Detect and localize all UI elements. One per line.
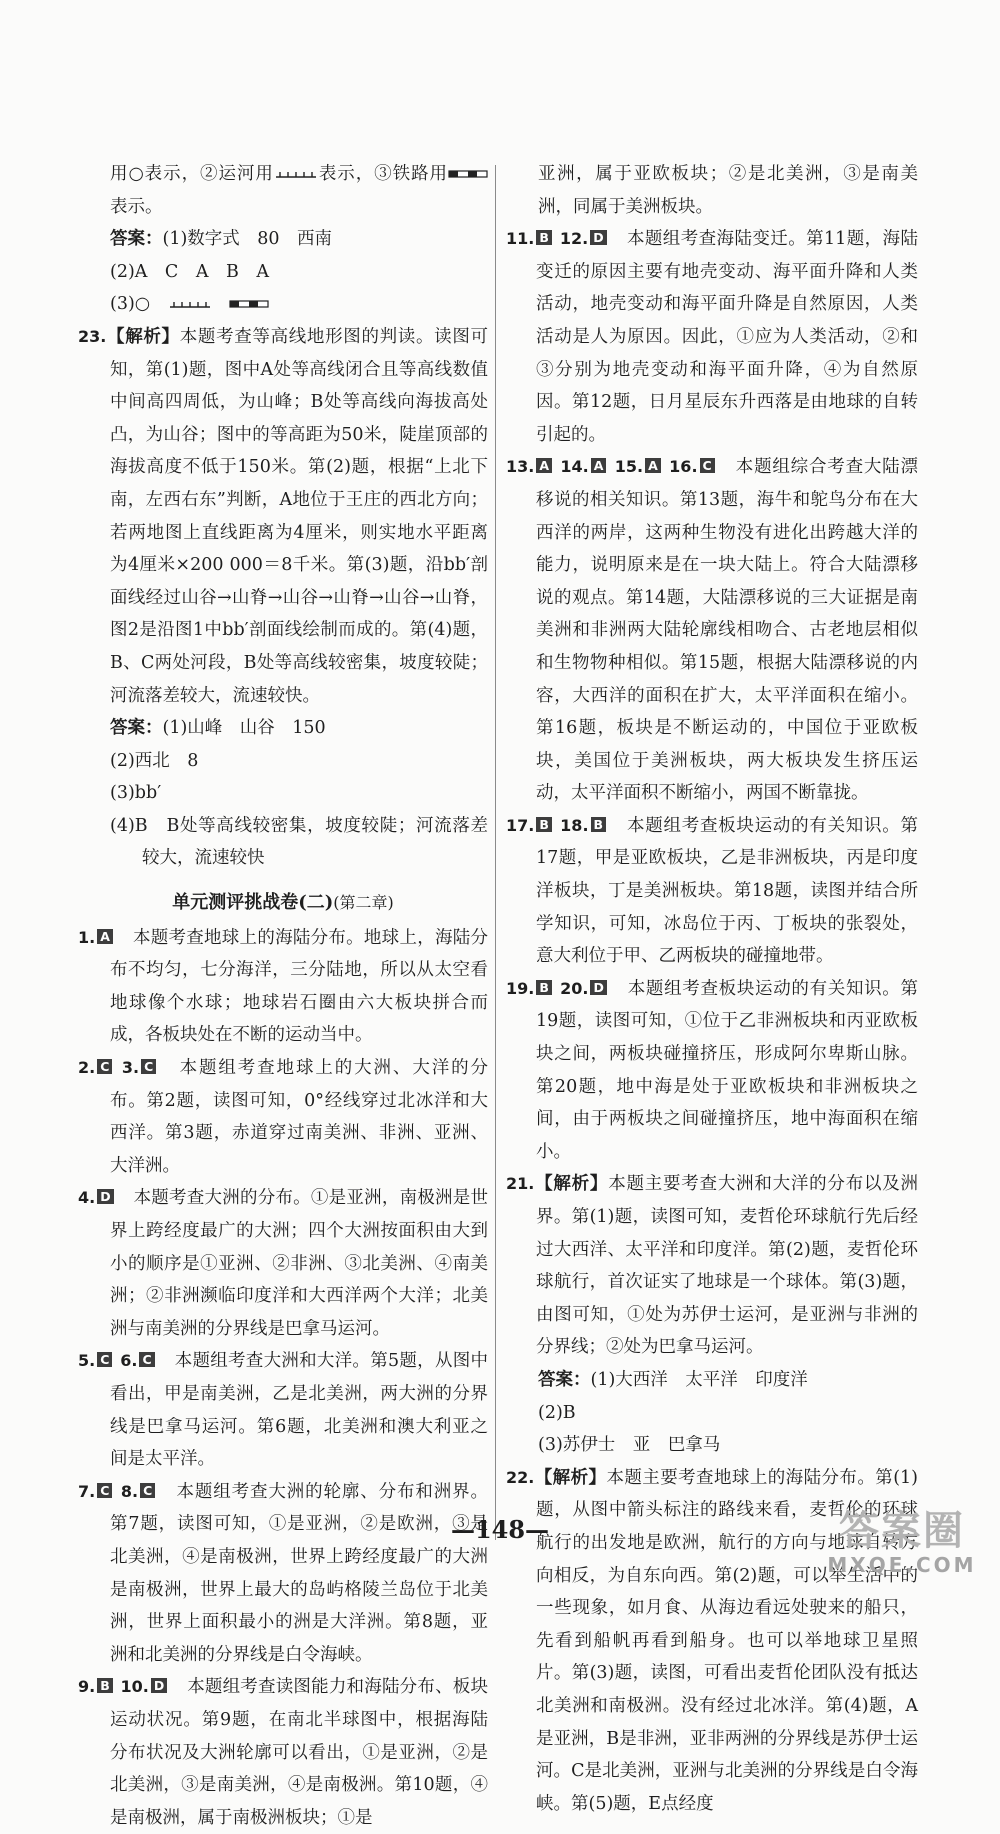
question-number: 13. bbox=[506, 457, 535, 477]
answer-badge: A bbox=[591, 458, 607, 473]
answer-line bbox=[78, 223, 488, 256]
canal-symbol-icon bbox=[168, 298, 212, 310]
answer-badge: A bbox=[645, 458, 661, 473]
question-21 bbox=[506, 1168, 918, 1364]
answer-line bbox=[78, 810, 488, 875]
question-23 bbox=[78, 321, 488, 712]
text: (1)大西洋 太平洋 印度洋 bbox=[590, 1369, 808, 1390]
section-subtitle: (第二章) bbox=[333, 893, 394, 913]
continued-text bbox=[506, 158, 918, 223]
question-19-20 bbox=[506, 973, 918, 1169]
answer-badge: D bbox=[97, 1189, 113, 1204]
text: 表示。 bbox=[110, 196, 163, 217]
question-number: 23. bbox=[78, 326, 107, 346]
answer-badge: C bbox=[97, 1483, 112, 1498]
section-title bbox=[78, 887, 488, 920]
watermark-text: 答案圈 bbox=[839, 1508, 965, 1554]
canal-symbol-icon bbox=[274, 168, 318, 180]
watermark-url: MXQE.COM bbox=[827, 1553, 977, 1577]
question-number: 10. bbox=[120, 1677, 149, 1697]
answer-line bbox=[506, 1429, 918, 1462]
question-number: 5. bbox=[78, 1351, 96, 1371]
question-number: 19. bbox=[506, 978, 535, 998]
text: (3)○ bbox=[110, 294, 151, 315]
answer-line bbox=[506, 1397, 918, 1430]
question-number: 22. bbox=[506, 1467, 535, 1487]
question-number: 4. bbox=[78, 1188, 96, 1208]
analysis-text: 本题考查大洲的分布。①是亚洲，南极洲是世界上跨经度最广的大洲；四个大洲按面积由大到小的顺序是①亚洲、②非洲、③北美洲、④南美洲；②非洲濒临印度洋和大西洋两个大洋；北美洲与南美洲的分界线是巴拿马运河。 bbox=[110, 1188, 489, 1339]
answer-line bbox=[78, 288, 488, 321]
text: (1)数字式 80 西南 bbox=[162, 229, 333, 250]
text: (3)苏伊士 亚 巴拿马 bbox=[538, 1435, 721, 1456]
analysis-tag: 【解析】 bbox=[106, 326, 180, 347]
answer-line bbox=[78, 745, 488, 778]
section-title-text: 单元测评挑战卷(二) bbox=[172, 892, 334, 914]
question-number: 8. bbox=[120, 1481, 139, 1501]
analysis-text: 本题组考查板块运动的有关知识。第19题，读图可知，①位于乙非洲板块和丙亚欧板块之间，两板块碰撞挤压，形成阿尔卑斯山脉。第20题，地中海是处于亚欧板块和非洲板块之间，由于两板块之间碰撞挤压，地中海面积在缩小。 bbox=[536, 978, 918, 1162]
analysis-text: 本题组综合考查大陆漂移说的相关知识。第13题，海牛和鸵鸟分布在大西洋的两岸，这两种生物没有进化出跨越大洋的能力，说明原来是在一块大陆上。符合大陆漂移说的观点。第14题，大陆漂移说的三大证据是南美洲和非洲两大陆轮廓线相吻合、古老地层相似和生物物种相似。第15题，根据大陆漂移说的内容，大西洋的面积在扩大，太平洋面积在缩小。第16题，板块是不断运动的，中国位于亚欧板块，美国位于美洲板块，两大板块发生挤压运动，太平洋面积不断缩小，两国不断靠拢。 bbox=[536, 457, 918, 804]
question-number: 20. bbox=[560, 978, 589, 998]
analysis-text: 本题组考查海陆变迁。第11题，海陆变迁的原因主要有地壳变动、海平面升降和人类活动，地壳变动和海平面升降是自然原因，人类活动是人为原因。因此，①应为人类活动，②和③分别为地壳变动和海平面升降，④为自然原因。第12题，日月星辰东升西落是由地球的自转引起的。 bbox=[536, 229, 918, 445]
analysis-text: 本题组考查地球上的大洲、大洋的分布。第2题，读图可知，0°经线穿过北冰洋和大西洋。第3题，赤道穿过南美洲、非洲、亚洲、大洋洲。 bbox=[110, 1058, 489, 1176]
railway-symbol-icon bbox=[229, 299, 269, 309]
text: 亚洲，属于亚欧板块；②是北美洲，③是南美洲，同属于美洲板块。 bbox=[538, 164, 918, 217]
analysis-text: 本题主要考查地球上的海陆分布。第(1)题，从图中箭头标注的路线来看，麦哲伦的环球航行的出发地是欧洲，航行的方向与地球自转方向相反，为自东向西。第(2)题，可以举生活中的一些现象，如月食、从海边看远处驶来的船只，先看到船帆再看到船身。也可以举地球卫星照片。第(3)题，读图，可看出麦哲伦团队没有抵达北美洲和南极洲。没有经过北冰洋。第(4)题，A是亚洲，B是非洲，亚非两洲的分界线是苏伊士运河。C是北美洲，亚洲与北美洲的分界线是白令海峡。第(5)题，E点经度 bbox=[536, 1467, 918, 1814]
text: (2)A C A B A bbox=[110, 261, 269, 282]
analysis-tag: 【解析】 bbox=[534, 1174, 609, 1195]
question-17-18 bbox=[506, 810, 918, 973]
question-7-8 bbox=[78, 1476, 488, 1672]
answer-badge: D bbox=[590, 230, 606, 245]
question-11-12 bbox=[506, 223, 918, 451]
question-1 bbox=[78, 922, 488, 1052]
answer-badge: A bbox=[97, 929, 113, 944]
question-number: 12. bbox=[559, 229, 589, 249]
question-number: 14. bbox=[560, 457, 589, 477]
text: (2)西北 8 bbox=[110, 750, 199, 771]
question-number: 17. bbox=[506, 815, 535, 835]
analysis-text: 本题组考查读图能力和海陆分布、板块运动状况。第9题，在南北半球图中，根据海陆分布状况及大洲轮廓可以看出，①是亚洲，②是北美洲，③是南美洲，④是南极洲。第10题，④是南极洲，属于南极洲板块；①是 bbox=[110, 1677, 489, 1828]
answer-label: 答案： bbox=[110, 229, 163, 250]
question-number: 16. bbox=[669, 457, 698, 477]
question-9-10 bbox=[78, 1671, 488, 1834]
text: (2)B bbox=[538, 1402, 576, 1423]
text: 用○表示，②运河用 bbox=[110, 164, 274, 184]
column-divider bbox=[495, 165, 496, 1540]
analysis-tag: 【解析】 bbox=[534, 1467, 607, 1488]
question-number: 7. bbox=[78, 1481, 96, 1501]
question-number: 2. bbox=[78, 1058, 96, 1078]
answer-badge: A bbox=[536, 458, 552, 473]
answer-label: 答案： bbox=[110, 718, 163, 739]
railway-symbol-icon bbox=[448, 169, 488, 179]
analysis-text: 本题考查地球上的海陆分布。地球上，海陆分布不均匀，七分海洋，三分陆地，所以从太空看地球像个水球；地球岩石圈由六大板块拼合而成，各板块处在不断的运动当中。 bbox=[110, 927, 489, 1046]
question-number: 11. bbox=[506, 229, 535, 249]
question-number: 18. bbox=[560, 815, 589, 835]
question-number: 15. bbox=[614, 457, 644, 477]
analysis-text: 本题组考查板块运动的有关知识。第17题，甲是亚欧板块，乙是非洲板块，丙是印度洋板块，丁是美洲板块。第18题，读图并结合所学知识，可知，冰岛位于丙、丁板块的张裂处，意大利位于甲、乙两板块的碰撞地带。 bbox=[536, 815, 918, 967]
answer-badge: B bbox=[536, 980, 552, 995]
answer-badge: C bbox=[139, 1352, 154, 1367]
watermark-logo bbox=[822, 1508, 982, 1578]
text: (1)山峰 山谷 150 bbox=[162, 718, 326, 739]
question-number: 9. bbox=[78, 1677, 96, 1697]
question-5-6 bbox=[78, 1345, 488, 1475]
answer-label: 答案： bbox=[538, 1369, 591, 1390]
answer-badge: B bbox=[536, 230, 552, 245]
answer-line bbox=[78, 712, 488, 745]
left-column bbox=[78, 158, 488, 1834]
analysis-text: 本题组考查大洲的轮廓、分布和洲界。第7题，读图可知，①是亚洲，②是欧洲，③是北美洲，④是南极洲，世界上跨经度最广的大洲是南极洲，世界上最大的岛屿格陵兰岛位于北美洲，世界上面积最小的洲是大洋洲。第8题，亚洲和北美洲的分界线是白令海峡。 bbox=[110, 1481, 488, 1665]
answer-line bbox=[506, 1364, 918, 1397]
answer-badge: B bbox=[536, 817, 552, 832]
answer-badge: C bbox=[97, 1059, 112, 1074]
answer-line bbox=[78, 777, 488, 810]
page-number: —148— bbox=[450, 1515, 550, 1544]
analysis-text: 本题组考查大洲和大洋。第5题，从图中看出，甲是南美洲，乙是北美洲，两大洲的分界线是巴拿马运河。第6题，北美洲和澳大利亚之间是太平洋。 bbox=[110, 1351, 488, 1470]
text: (4)B B处等高线较密集，坡度较陡；河流落差较大，流速较快 bbox=[110, 815, 488, 869]
question-number: 3. bbox=[121, 1058, 140, 1078]
question-13-16 bbox=[506, 451, 918, 810]
answer-line bbox=[78, 256, 488, 289]
question-number: 21. bbox=[506, 1174, 535, 1194]
analysis-text: 本题考查等高线地形图的判读。读图可知，第(1)题，图中A处等高线闭合且等高线数值中间高四周低，为山峰；B处等高线向海拔高处凸，为山谷；图中的等高距为50米，陡崖顶部的海拔高度不低于150米。第(2)题，根据“上北下南，左西右东”判断，A地位于王庄的西北方向；若两地图上直线距离为4厘米，则实地水平距离为4厘米×200 000＝8千米。第(3)题，沿bb′剖面线经过山谷→山脊→山谷→山脊→山谷→山脊，图2是沿图1中bb′剖面线绘制而成的。第(4)题，B、C两处河段，B处等高线较密集，坡度较陡；河流落差较大，流速较快。 bbox=[110, 326, 489, 706]
question-number: 6. bbox=[120, 1351, 138, 1371]
text: (3)bb′ bbox=[110, 783, 162, 804]
answer-badge: B bbox=[591, 817, 607, 832]
answer-badge: B bbox=[97, 1678, 113, 1693]
question-number: 1. bbox=[78, 927, 96, 947]
answer-badge: C bbox=[700, 458, 715, 473]
answer-badge: D bbox=[151, 1678, 167, 1693]
legend-line bbox=[78, 158, 488, 223]
answer-badge: C bbox=[140, 1483, 155, 1498]
answer-badge: C bbox=[141, 1059, 156, 1074]
text: 表示，③铁路用 bbox=[317, 164, 448, 184]
question-2-3 bbox=[78, 1052, 488, 1182]
answer-badge: D bbox=[590, 980, 606, 995]
answer-badge: C bbox=[97, 1352, 112, 1367]
question-4 bbox=[78, 1182, 488, 1345]
analysis-text: 本题主要考查大洲和大洋的分布以及洲界。第(1)题，读图可知，麦哲伦环球航行先后经过大西洋、太平洋和印度洋。第(2)题，麦哲伦环球航行，首次证实了地球是一个球体。第(3)题，由图可知，①处为苏伊士运河，是亚洲与非洲的分界线；②处为巴拿马运河。 bbox=[536, 1174, 919, 1358]
